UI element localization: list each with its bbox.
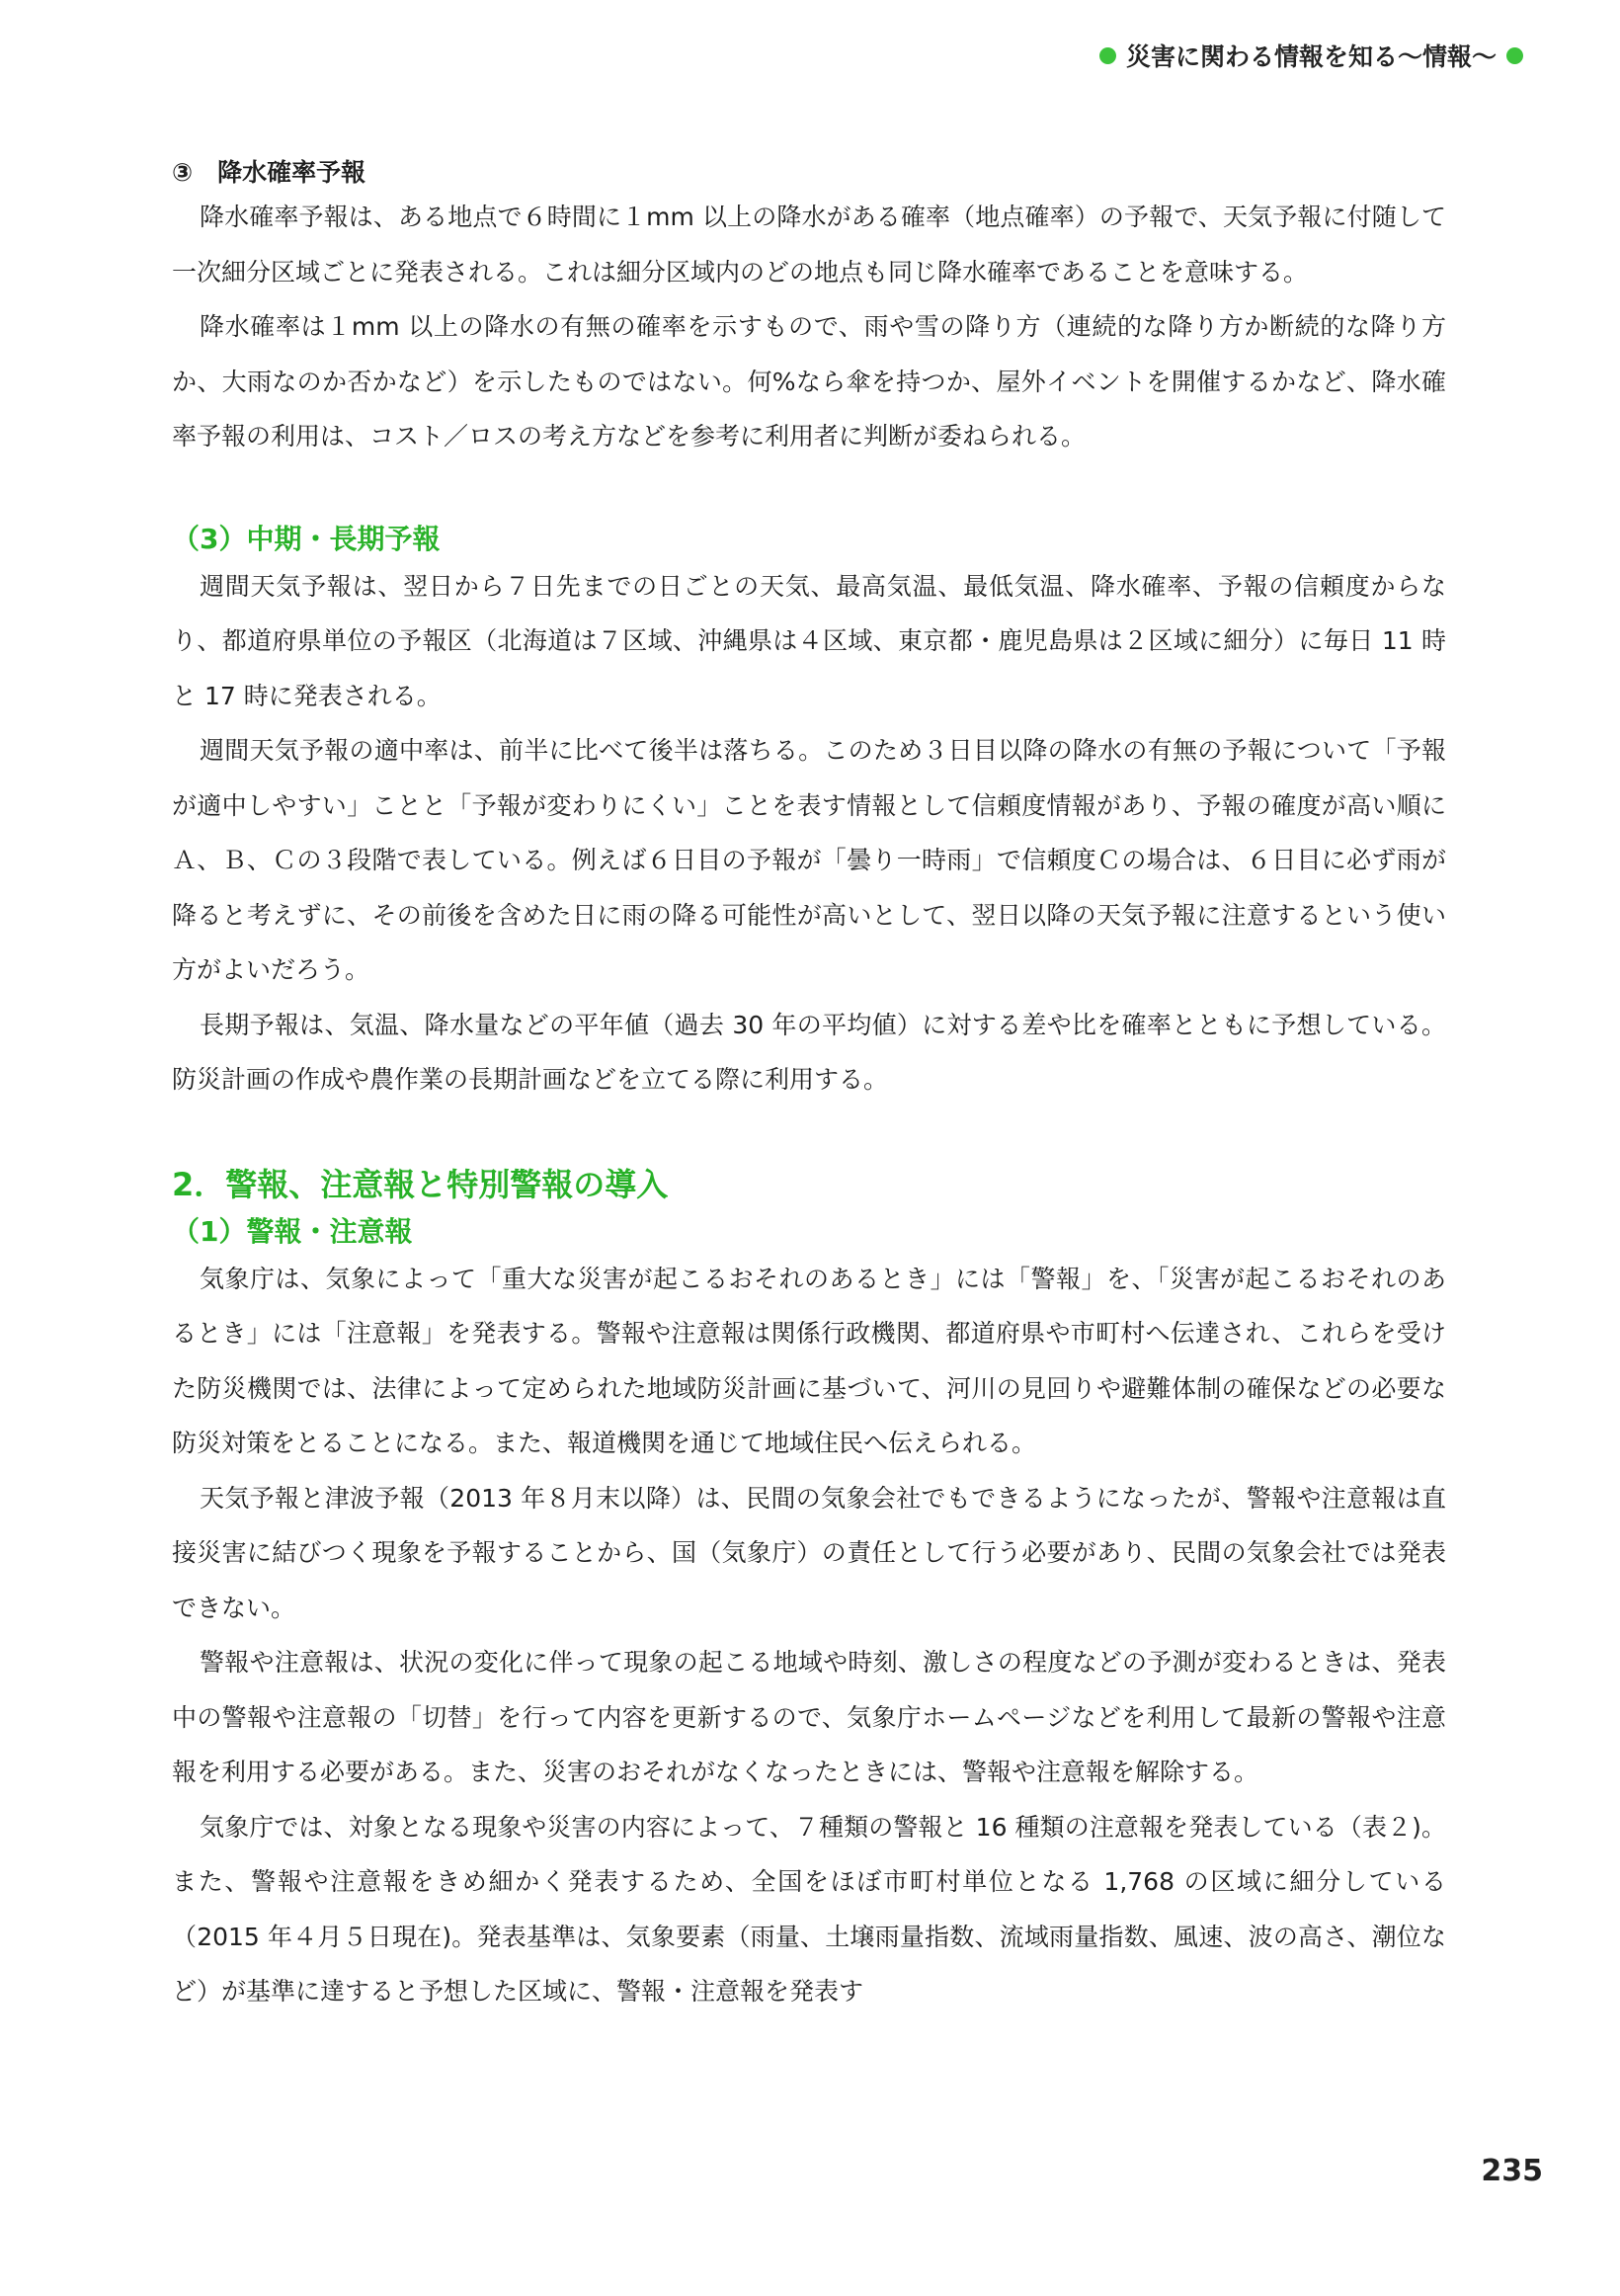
- page-number: 235: [1481, 2154, 1543, 2188]
- bullet-dot-icon: [1099, 47, 1116, 64]
- running-head: [1099, 34, 1523, 77]
- section-heading-warnings-advisories: （1）警報・注意報: [172, 1214, 413, 1248]
- paragraph: 気象庁では、対象となる現象や災害の内容によって、７種類の警報と 16 種類の注意報を発表している（表２)。また、警報や注意報をきめ細かく発表するため、全国をほぼ市町村単位となる 1,768 の区域に細分している（2015 年４月５日現在)。発表基準は、気象要素（雨量、土壌雨量指数、流域雨量指数、風速、波の高さ、潮位など）が基準に達すると予想した区域に、警報・注意報を発表す: [172, 1812, 1446, 2006]
- paragraph: 降水確率予報は、ある地点で６時間に１mm 以上の降水がある確率（地点確率）の予報で、天気予報に付随して一次細分区域ごとに発表される。これは細分区域内のどの地点も同じ降水確率であることを意味する。: [172, 203, 1446, 287]
- running-head-title: 災害に関わる情報を知る～情報～: [1125, 42, 1497, 71]
- paragraph: 天気予報と津波予報（2013 年８月末以降）は、民間の気象会社でもできるようになったが、警報や注意報は直接災害に結びつく現象を予報することから、国（気象庁）の責任として行う必要があり、民間の気象会社では発表できない。: [172, 1483, 1446, 1622]
- paragraph: 気象庁は、気象によって「重大な災害が起こるおそれのあるとき」には「警報」を、「災害が起こるおそれのあるとき」には「注意報」を発表する。警報や注意報は関係行政機関、都道府県や市町村へ伝達され、これらを受けた防災機関では、法律によって定められた地域防災計画に基づいて、河川の見回りや避難体制の確保などの必要な防災対策をとることになる。また、報道機関を通じて地域住民へ伝えられる。: [172, 1264, 1446, 1457]
- section-heading-precip-probability: ③ 降水確率予報: [172, 158, 366, 187]
- paragraph: 長期予報は、気温、降水量などの平年値（過去 30 年の平均値）に対する差や比を確率とともに予想している。防災計画の作成や農作業の長期計画などを立てる際に利用する。: [172, 1010, 1446, 1094]
- paragraph: 警報や注意報は、状況の変化に伴って現象の起こる地域や時刻、激しさの程度などの予測が変わるときは、発表中の警報や注意報の「切替」を行って内容を更新するので、気象庁ホームページなどを利用して最新の警報や注意報を利用する必要がある。また、災害のおそれがなくなったときには、警報や注意報を解除する。: [172, 1648, 1446, 1786]
- section-heading-medium-long-range: （3）中期・長期予報: [172, 522, 441, 555]
- paragraph: 週間天気予報の適中率は、前半に比べて後半は落ちる。このため３日目以降の降水の有無の予報について「予報が適中しやすい」ことと「予報が変わりにくい」ことを表す情報として信頼度情報があり、予報の確度が高い順にＡ、Ｂ、Ｃの３段階で表している。例えば６日目の予報が「曇り一時雨」で信頼度Ｃの場合は、６日目に必ず雨が降ると考えずに、その前後を含めた日に雨の降る可能性が高いとして、翌日以降の天気予報に注意するという使い方がよいだろう。: [172, 736, 1446, 984]
- chapter-heading-warnings: 2．警報、注意報と特別警報の導入: [172, 1165, 669, 1203]
- paragraph: 降水確率は１mm 以上の降水の有無の確率を示すもので、雨や雪の降り方（連続的な降り方か断続的な降り方か、大雨なのか否かなど）を示したものではない。何%なら傘を持つか、屋外イベントを開催するかなど、降水確率予報の利用は、コスト／ロスの考え方などを参考に利用者に判断が委ねられる。: [172, 312, 1446, 451]
- bullet-dot-icon: [1506, 47, 1523, 64]
- paragraph: 週間天気予報は、翌日から７日先までの日ごとの天気、最高気温、最低気温、降水確率、予報の信頼度からなり、都道府県単位の予報区（北海道は７区域、沖縄県は４区域、東京都・鹿児島県は２区域に細分）に毎日 11 時と 17 時に発表される。: [172, 571, 1446, 710]
- page-body: [172, 146, 1446, 2019]
